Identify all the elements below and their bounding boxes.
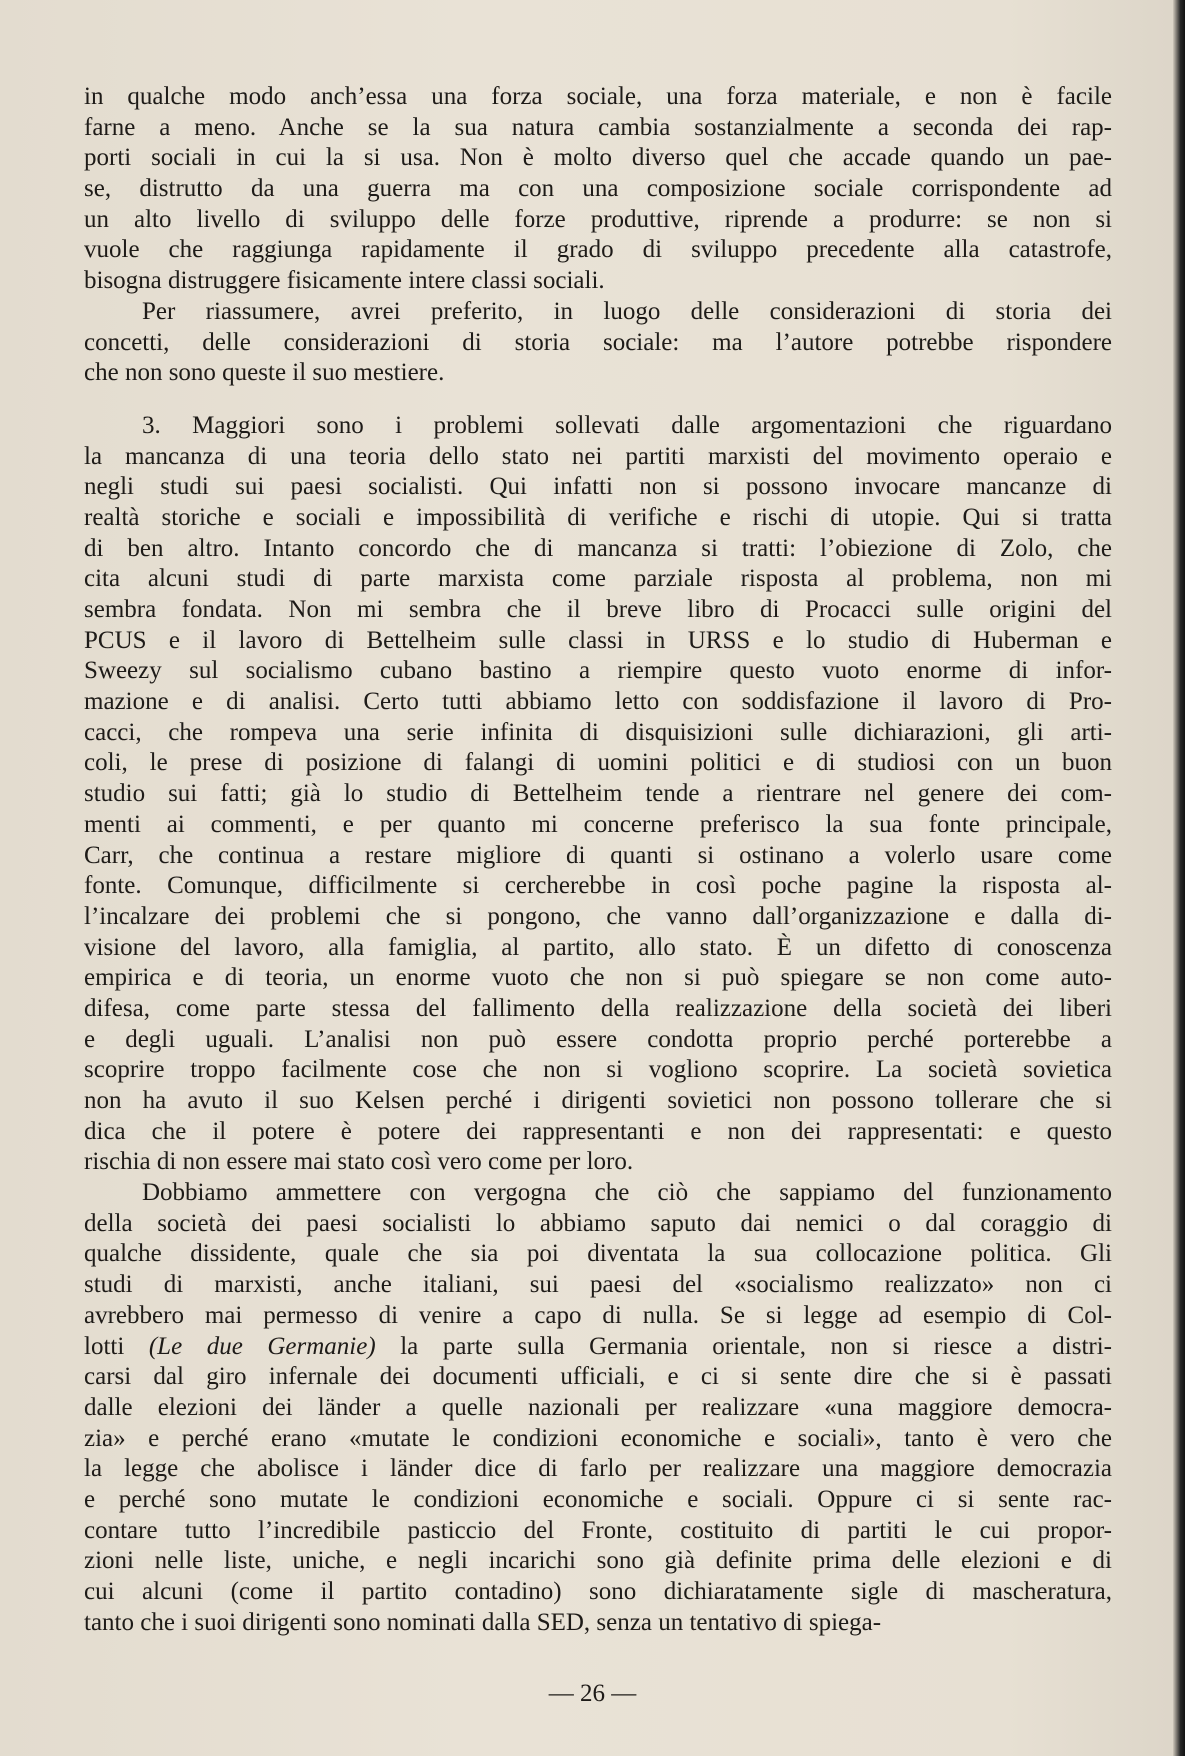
text-line: di ben altro. Intanto concordo che di mancanza si tratti: l’obiezione di Zolo, che — [84, 534, 1112, 562]
book-title: (Le due Germanie) — [148, 1332, 376, 1360]
text-line: studio sui fatti; già lo studio di Bettelheim tende a rientrare nel genere dei com- — [84, 780, 1112, 808]
text-line: cita alcuni studi di parte marxista come parziale risposta al problema, non mi — [84, 565, 1112, 593]
text-line: e degli uguali. L’analisi non può essere condotta proprio perché porterebbe a — [84, 1025, 1112, 1053]
text-line: difesa, come parte stessa del fallimento della realizzazione della società dei liberi — [84, 994, 1112, 1022]
text-line: scoprire troppo facilmente cose che non si vogliono scoprire. La società sovietica — [84, 1056, 1112, 1084]
text-line: menti ai commenti, e per quanto mi concerne preferisco la sua fonte principale, — [84, 810, 1112, 838]
text-line: vuole che raggiunga rapidamente il grado di sviluppo precedente alla catastrofe, — [84, 236, 1112, 264]
text-line: Sweezy sul socialismo cubano bastino a riempire questo vuoto enorme di infor- — [84, 657, 1112, 685]
text-line: fonte. Comunque, difficilmente si cercherebbe in così poche pagine la risposta al- — [84, 872, 1112, 900]
text-line: la legge che abolisce i länder dice di farlo per realizzare una maggiore democrazia — [84, 1455, 1112, 1483]
text-line: un alto livello di sviluppo delle forze produttive, riprende a produrre: se non si — [84, 205, 1112, 233]
text-line: concetti, delle considerazioni di storia sociale: ma l’autore potrebbe rispondere — [84, 328, 1112, 356]
text-line: qualche dissidente, quale che sia poi diventata la sua collocazione politica. Gli — [84, 1240, 1112, 1268]
text-line: se, distrutto da una guerra ma con una composizione sociale corrispondente ad — [84, 175, 1112, 203]
text-line: realtà storiche e sociali e impossibilità di verifiche e rischi di utopie. Qui si tratta — [84, 503, 1112, 531]
text-line: zia» e perché erano «mutate le condizioni economiche e sociali», tanto è vero che — [84, 1424, 1112, 1452]
text-line: visione del lavoro, alla famiglia, al partito, allo stato. È un difetto di conoscenza — [84, 933, 1112, 961]
text-line: 3. Maggiori sono i problemi sollevati dalle argomentazioni che riguardano — [142, 411, 1112, 439]
text-line: negli studi sui paesi socialisti. Qui infatti non si possono invocare mancanze di — [84, 473, 1112, 501]
text-line: e perché sono mutate le condizioni economiche e sociali. Oppure ci si sente rac- — [84, 1485, 1112, 1513]
text-line: cacci, che rompeva una serie infinita di disquisizioni sulle dichiarazioni, gli arti- — [84, 718, 1112, 746]
text-line: la mancanza di una teoria dello stato nei partiti marxisti del movimento operaio e — [84, 442, 1112, 470]
text-line: zioni nelle liste, uniche, e negli incarichi sono già definite prima delle elezioni e di — [84, 1547, 1112, 1575]
text-line: Dobbiamo ammettere con vergogna che ciò che sappiamo del funzionamento — [142, 1179, 1112, 1207]
page-number: — 26 — — [548, 1680, 637, 1707]
section-gap — [84, 389, 1112, 411]
text-line: avrebbero mai permesso di venire a capo di nulla. Se si legge ad esempio di Col- — [84, 1301, 1112, 1329]
text-line: tanto che i suoi dirigenti sono nominati dalla SED, senza un tentativo di spiega- — [84, 1608, 882, 1636]
text-line: in qualche modo anch’essa una forza sociale, una forza materiale, e non è facile — [84, 83, 1112, 110]
body-text — [84, 82, 1112, 1638]
text-line: farne a meno. Anche se la sua natura cambia sostanzialmente a seconda dei rap- — [84, 113, 1112, 141]
text-line: Carr, che continua a restare migliore di quanti si ostinano a volerlo usare come — [84, 841, 1112, 869]
text-line: porti sociali in cui la si usa. Non è molto diverso quel che accade quando un pae- — [84, 144, 1112, 172]
text-line: che non sono queste il suo mestiere. — [84, 359, 445, 387]
text-line: della società dei paesi socialisti lo abbiamo saputo dai nemici o dal coraggio di — [84, 1209, 1112, 1237]
paragraph — [84, 1178, 1112, 1638]
paragraph — [84, 411, 1112, 1178]
text-line: carsi dal giro infernale dei documenti ufficiali, e ci si sente dire che si è passati — [84, 1363, 1112, 1391]
text-line: mazione e di analisi. Certo tutti abbiamo letto con soddisfazione il lavoro di Pro- — [84, 688, 1112, 716]
text-line: rischia di non essere mai stato così vero come per loro. — [84, 1148, 634, 1176]
text-line: l’incalzare dei problemi che si pongono, che vanno dall’organizzazione e dalla di- — [84, 902, 1112, 930]
text-line: cui alcuni (come il partito contadino) sono dichiaratamente sigle di mascheratura, — [84, 1578, 1112, 1605]
text-line: Per riassumere, avrei preferito, in luogo delle considerazioni di storia dei — [142, 297, 1112, 325]
text-line: studi di marxisti, anche italiani, sui paesi del «socialismo realizzato» non ci — [84, 1271, 1112, 1299]
text-line: dica che il potere è potere dei rappresentanti e non dei rappresentati: e questo — [84, 1117, 1112, 1145]
text-line: empirica e di teoria, un enorme vuoto che non si può spiegare se non come auto- — [84, 964, 1112, 992]
text-line: dalle elezioni dei länder a quelle nazionali per realizzare «una maggiore democra- — [84, 1393, 1112, 1421]
paragraph — [84, 297, 1112, 389]
paragraph — [84, 82, 1112, 297]
text-line: bisogna distruggere fisicamente intere classi sociali. — [84, 267, 605, 295]
text-line: coli, le prese di posizione di falangi di uomini politici e di studiosi con un buon — [84, 749, 1112, 777]
text-line: contare tutto l’incredibile pasticcio del Fronte, costituito di partiti le cui propor- — [84, 1516, 1112, 1544]
text-line: non ha avuto il suo Kelsen perché i dirigenti sovietici non possono tollerare che si — [84, 1087, 1112, 1114]
page-edge — [1173, 0, 1185, 1756]
text-line: sembra fondata. Non mi sembra che il breve libro di Procacci sulle origini del — [84, 596, 1112, 623]
text-line: PCUS e il lavoro di Bettelheim sulle classi in URSS e lo studio di Huberman e — [84, 626, 1112, 654]
text-line: lotti (Le due Germanie) la parte sulla Germania orientale, non si riesce a distri- — [84, 1332, 1112, 1360]
